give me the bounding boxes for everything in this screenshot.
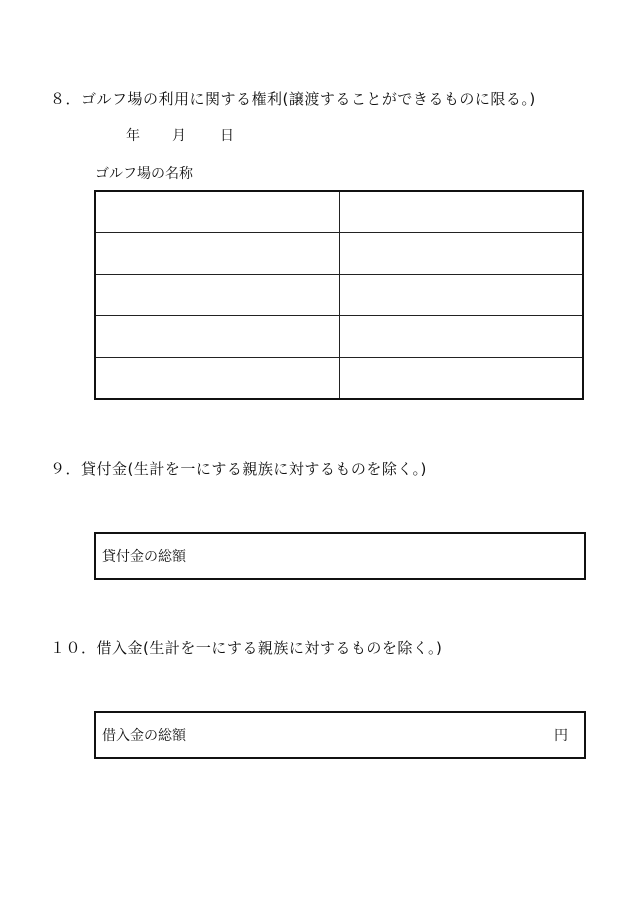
- table-row: [95, 274, 583, 315]
- borrowing-total-box[interactable]: [94, 711, 586, 759]
- table-cell[interactable]: [95, 191, 340, 233]
- table-cell[interactable]: [340, 357, 584, 399]
- table-cell[interactable]: [95, 357, 340, 399]
- table-cell[interactable]: [340, 191, 584, 233]
- year-label: 年: [126, 128, 140, 144]
- borrowing-total-label: 借入金の総額: [102, 728, 186, 744]
- table-row: [95, 357, 583, 399]
- table-cell[interactable]: [95, 274, 340, 315]
- table-row: [95, 316, 583, 357]
- month-label: 月: [172, 128, 186, 144]
- loan-total-box[interactable]: [94, 532, 586, 580]
- section-9-heading: ９．貸付金(生計を一にする親族に対するものを除く。): [50, 460, 427, 478]
- table-cell[interactable]: [95, 316, 340, 357]
- section-10-heading: １０．借入金(生計を一にする親族に対するものを除く。): [50, 639, 443, 657]
- table-row: [95, 233, 583, 274]
- table-row: [95, 191, 583, 233]
- yen-unit: 円: [554, 728, 568, 744]
- golf-course-name-label: ゴルフ場の名称: [95, 166, 193, 182]
- table-cell[interactable]: [340, 233, 584, 274]
- table-cell[interactable]: [340, 316, 584, 357]
- golf-course-table: [94, 190, 584, 400]
- section-8-heading: ８．ゴルフ場の利用に関する権利(譲渡することができるものに限る。): [50, 90, 536, 108]
- day-label: 日: [220, 128, 234, 144]
- table-cell[interactable]: [340, 274, 584, 315]
- loan-total-label: 貸付金の総額: [102, 549, 186, 565]
- table-cell[interactable]: [95, 233, 340, 274]
